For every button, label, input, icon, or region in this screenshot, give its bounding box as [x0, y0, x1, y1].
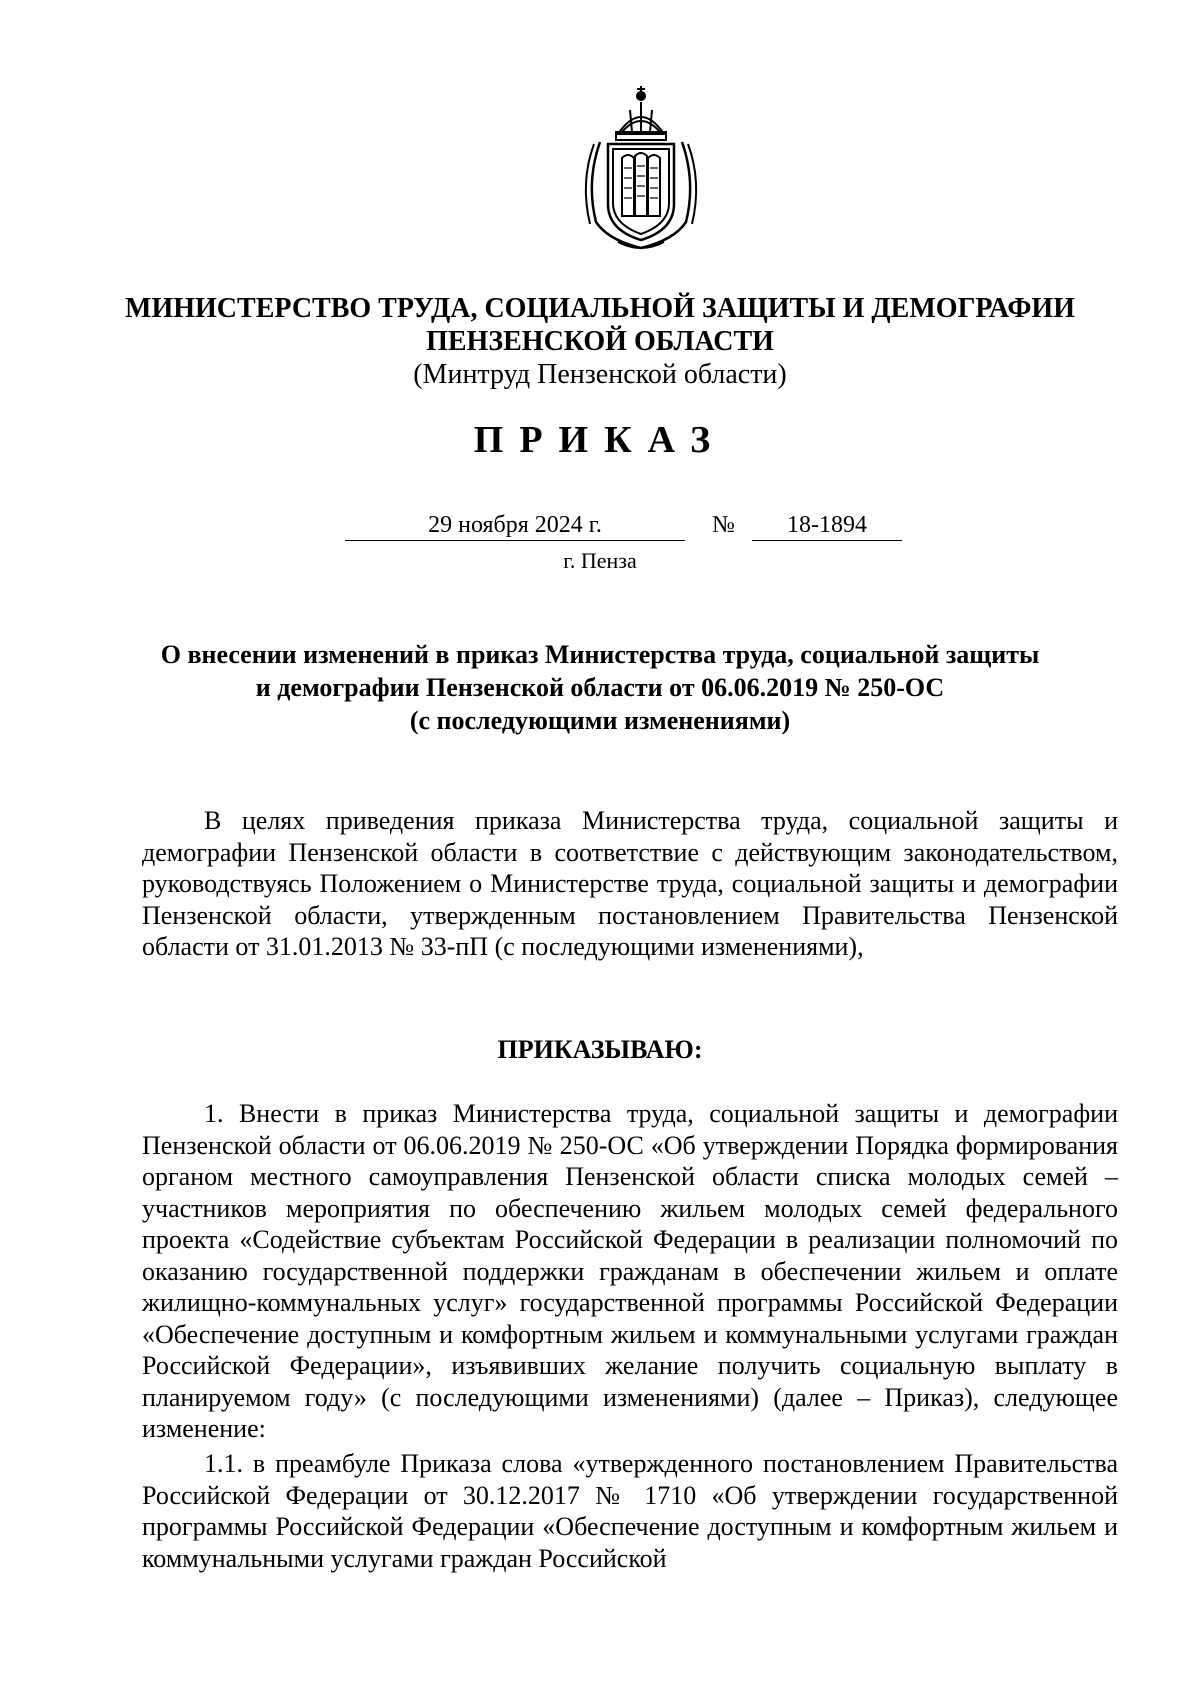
ministry-name-line-1: МИНИСТЕРСТВО ТРУДА, СОЦИАЛЬНОЙ ЗАЩИТЫ И ДЕМОГРАФИИ — [125, 293, 1075, 324]
ministry-short-name: (Минтруд Пензенской области) — [413, 359, 787, 390]
order-number: 18-1894 — [752, 510, 902, 541]
subject-line-1: О внесении изменений в приказ Министерства труда, социальной защиты — [160, 640, 1040, 669]
document-type-title: ПРИКАЗ — [473, 419, 727, 461]
item-1-1-paragraph: 1.1. в преамбуле Приказа слова «утвержденного постановлением Правительства Российской Федерации от 30.12.2017 № 1710 «Об утверждении государственной программы Российской Федерации «Обеспечение доступным и комфортным жильем и коммунальными услугами граждан Российской — [142, 1449, 1118, 1573]
subject-line-3: (с последующими изменениями) — [409, 706, 791, 735]
city-name: г. Пенза — [563, 548, 637, 573]
item-1-paragraph: 1. Внести в приказ Министерства труда, социальной защиты и демографии Пензенской области от 06.06.2019 № 250-ОС «Об утверждении Порядка формирования органом местного самоуправления Пензенской области списка молодых семей – участников мероприятия по обеспечению жильем молодых семей федерального проекта «Содействие субъектам Российской Федерации в реализации полномочий по оказанию государственной поддержки гражданам в обеспечении жильем и оплате жилищно-коммунальных услуг» государственной программы Российской Федерации «Обеспечение доступным и комфортным жильем и коммунальными услугами граждан Российской Федерации», изъявивших желание получить социальную выплату в планируемом году» (с последующими изменениями) (далее – Приказ), следующее изменение: — [142, 1099, 1118, 1443]
order-subject — [0, 638, 1200, 737]
ministry-header — [0, 292, 1200, 391]
preamble-paragraph: В целях приведения приказа Министерства труда, социальной защиты и демографии Пензенской области в соответствие с действующим законодательством, руководствуясь Положением о Министерстве труда, социальной защиты и демографии Пензенской области, утвержденным постановлением Правительства Пензенской области от 31.01.2013 № 33-пП (с последующими изменениями), — [142, 806, 1118, 961]
subject-line-2: и демографии Пензенской области от 06.06.2019 № 250-ОС — [255, 673, 945, 702]
order-date: 29 ноября 2024 г. — [345, 510, 685, 541]
ministry-name-line-2: ПЕНЗЕНСКОЙ ОБЛАСТИ — [426, 326, 774, 357]
decree-heading: ПРИКАЗЫВАЮ: — [497, 1035, 703, 1064]
number-sign: № — [712, 512, 735, 538]
coat-of-arms-icon — [578, 82, 704, 252]
date-number-line — [0, 510, 1200, 544]
